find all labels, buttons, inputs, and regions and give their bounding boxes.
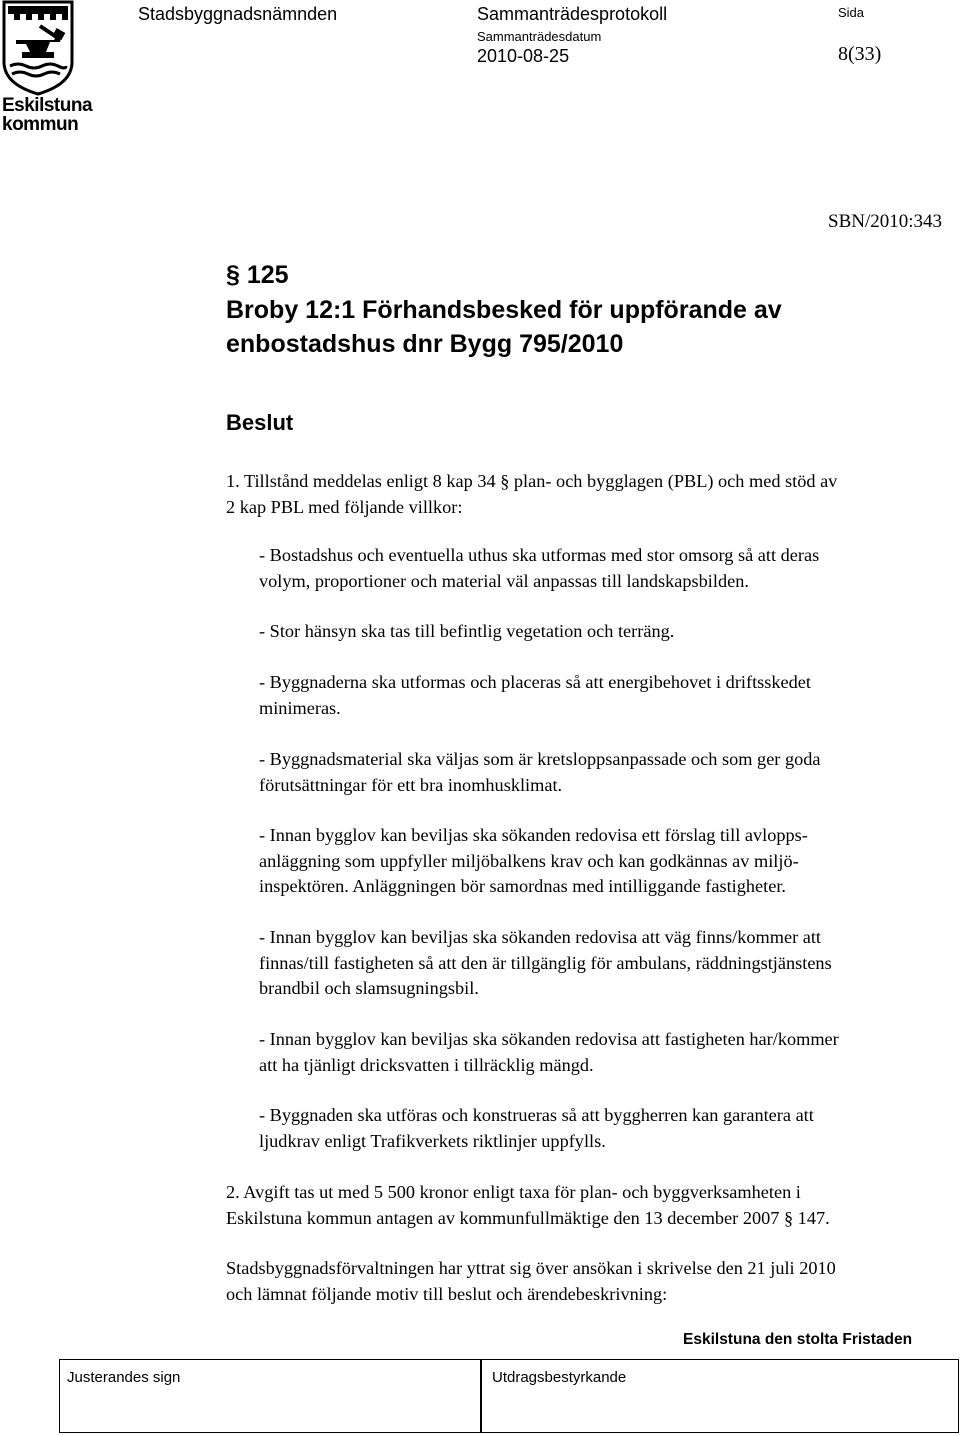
justerandes-sign-box [59, 1359, 482, 1433]
condition-item [259, 619, 674, 645]
utdragsbestyrkande-label: Utdragsbestyrkande [492, 1369, 627, 1386]
decision-point-1-line2: 2 kap PBL med följande villkor: [226, 496, 463, 517]
condition-line: - Byggnadsmaterial ska väljas som är kretsloppsanpassade och som ger goda [259, 749, 821, 769]
condition-item [259, 925, 832, 1002]
section-number: § 125 [226, 261, 289, 289]
logo-text-line2: kommun [2, 114, 79, 135]
decision-point-2 [226, 1180, 830, 1231]
document-type: Sammanträdesprotokoll [477, 4, 668, 24]
decision-point-2-line2: Eskilstuna kommun antagen av kommunfullmäktige den 13 december 2007 § 147. [226, 1207, 830, 1228]
page-label: Sida [838, 5, 865, 20]
decision-point-1-line1: 1. Tillstånd meddelas enligt 8 kap 34 § plan- och bygglagen (PBL) och med stöd av [226, 471, 838, 491]
condition-line: inspektören. Anläggningen bör samordnas med intilliggande fastigheter. [259, 876, 786, 896]
condition-line: anläggning som uppfyller miljöbalkens krav och kan godkännas av miljö- [259, 850, 799, 871]
condition-line: - Innan bygglov kan beviljas ska sökanden redovisa att väg finns/kommer att [259, 927, 822, 947]
condition-line: - Byggnaden ska utföras och konstrueras så att byggherren kan garantera att [259, 1105, 814, 1125]
condition-line: förutsättningar för ett bra inomhusklimat. [259, 774, 563, 795]
condition-item [259, 543, 819, 594]
condition-line: - Stor hänsyn ska tas till befintlig vegetation och terräng. [259, 621, 675, 641]
condition-line: att ha tjänligt dricksvatten i tillräcklig mängd. [259, 1054, 594, 1075]
condition-item [259, 1103, 814, 1154]
condition-item [259, 823, 808, 900]
coat-of-arms-icon [0, 0, 76, 96]
condition-line: minimeras. [259, 697, 341, 718]
statement-line1: Stadsbyggnadsförvaltningen har yttrat sig över ansökan i skrivelse den 21 juli 2010 [226, 1258, 836, 1278]
slogan-city: Eskilstuna [683, 1331, 761, 1348]
condition-item [259, 1027, 839, 1078]
municipality-logo [0, 0, 93, 135]
condition-line: ljudkrav enligt Trafikverkets riktlinjer uppfylls. [259, 1130, 606, 1151]
decision-point-1 [226, 469, 837, 520]
condition-line: - Byggnaderna ska utformas och placeras så att energibehovet i driftsskedet [259, 672, 811, 692]
justerandes-sign-label: Justerandes sign [67, 1369, 181, 1386]
condition-line: finnas/till fastigheten så att den är tillgänglig för ambulans, räddningstjänstens [259, 952, 832, 973]
condition-line: - Innan bygglov kan beviljas ska sökanden redovisa ett förslag till avlopps- [259, 825, 808, 845]
condition-item [259, 670, 811, 721]
meeting-date-label: Sammanträdesdatum [477, 29, 602, 44]
slogan-rest: den stolta Fristaden [764, 1331, 913, 1348]
section-title-line1: Broby 12:1 Förhandsbesked för uppförande av [226, 296, 782, 324]
committee-name: Stadsbyggnadsnämnden [138, 4, 338, 24]
statement-line2: och lämnat följande motiv till beslut och ärendebeskrivning: [226, 1283, 668, 1304]
logo-text-line1: Eskilstuna [2, 95, 93, 116]
beslut-heading: Beslut [226, 410, 294, 435]
condition-item [259, 747, 821, 798]
page-number: 8(33) [838, 43, 882, 65]
decision-point-2-line1: 2. Avgift tas ut med 5 500 kronor enligt taxa för plan- och byggverksamheten i [226, 1182, 801, 1202]
logo-wordmark [2, 96, 92, 134]
condition-line: - Innan bygglov kan beviljas ska sökanden redovisa att fastigheten har/kommer [259, 1029, 839, 1049]
case-number: SBN/2010:343 [828, 211, 943, 232]
utdragsbestyrkande-box [480, 1359, 959, 1433]
city-slogan [683, 1331, 912, 1349]
condition-line: brandbil och slamsugningsbil. [259, 978, 479, 998]
meeting-date-value: 2010-08-25 [477, 46, 570, 66]
condition-line: - Bostadshus och eventuella uthus ska utformas med stor omsorg så att deras [259, 545, 820, 565]
administration-statement [226, 1256, 836, 1307]
section-title-line2: enbostadshus dnr Bygg 795/2010 [226, 330, 624, 358]
condition-line: volym, proportioner och material väl anpassas till landskapsbilden. [259, 570, 749, 591]
